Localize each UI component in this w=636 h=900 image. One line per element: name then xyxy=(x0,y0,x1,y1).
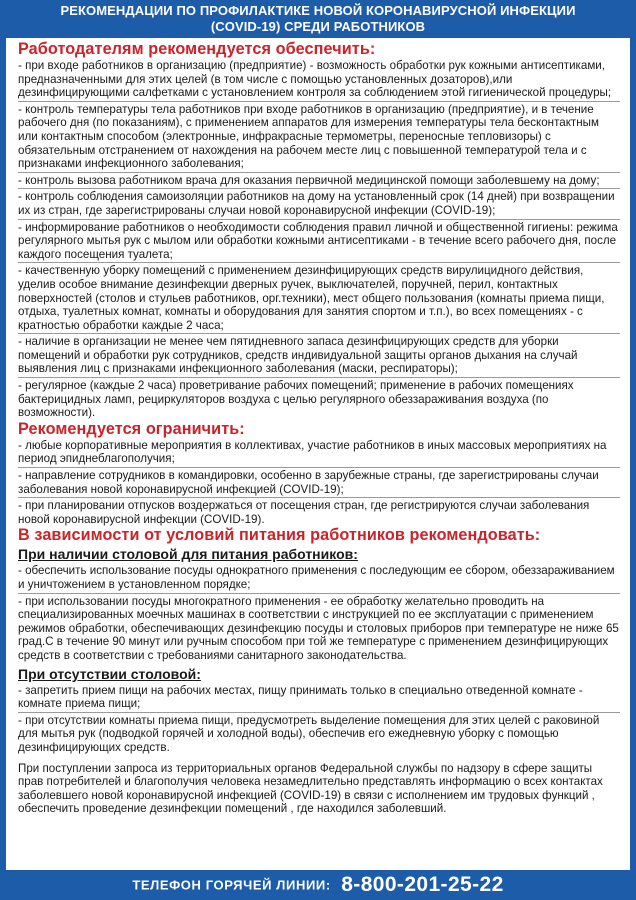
list-item: - контроль соблюдения самоизоляции работников на дому на установленный срок (14 дней) при возвращении их из стран, где зарегистрированы случаи новой коронавирусной инфекции (COVID-19); xyxy=(18,189,620,219)
list-item: - контроль вызова работником врача для оказания первичной медицинской помощи заболевшему на дому; xyxy=(18,173,620,190)
list-item: - контроль температуры тела работников при входе работников в организацию (предприятие), и в течение рабочего дня (по показаниям), с применением аппаратов для измерения температуры тела бесконтактным или контактным способом (электронные, инфракрасные термометры, переносные тепловизоры) с обязательным отстранением от нахождения на рабочем месте лиц с повышенной температурой тела и с признаками инфекционного заболевания; xyxy=(18,102,620,173)
subsection-no-canteen-list xyxy=(18,683,620,756)
list-item: - любые корпоративные мероприятия в коллективах, участие работников в иных массовых мероприятиях на период эпиднеблагополучия; xyxy=(18,438,620,468)
subsection-canteen-list xyxy=(18,563,620,663)
list-item: - при отсутствии комнаты приема пищи, предусмотреть выделение помещения для этих целей с раковиной для мытья рук (подводкой горячей и холодной воды), обеспечив его ежедневную уборку с помощью дезинфицирующих средств. xyxy=(18,713,600,754)
section-employers-heading: Работодателям рекомендуется обеспечить: xyxy=(18,40,376,58)
list-item: - при планировании отпусков воздержаться от посещения стран, где регистрируются случаи заболевания новой коронавирусной инфекции (COVID-19). xyxy=(18,499,590,526)
list-item: - при использовании посуды многократного применения - ее обработку желательно проводить на специализированных моечных машинах в соответствии с инструкцией по ее эксплуатации с применением режимов обработки, обеспечивающих дезинфекцию посуды и столовых приборов при температуре не ниже 65 град.С в течение 90 минут или ручным способом при той же температуре с применением дезинфицирующих средств в соответствии с требованиями санитарного законодательства. xyxy=(18,594,619,662)
section-restrict-list xyxy=(18,438,620,528)
list-item: - наличие в организации не менее чем пятидневного запаса дезинфицирующих средств для уборки помещений и обработки рук сотрудников, средств индивидуальной защиты органов дыхания на случай выявления лиц с признаками инфекционного заболевания (маски, респираторы); xyxy=(18,334,620,378)
subsection-canteen-heading: При наличии столовой для питания работников: xyxy=(18,546,358,563)
list-item: - регулярное (каждые 2 часа) проветривание рабочих помещений; применение в рабочих помещениях бактерицидных ламп, рециркуляторов воздуха с целью регулярного обеззараживания воздуха (по возможности). xyxy=(18,379,574,420)
list-item: - обеспечить использование посуды однократного применения с последующим ее сбором, обеззараживанием и уничтожением в установленном порядке; xyxy=(18,563,620,593)
subsection-no-canteen-heading: При отсутствии столовой: xyxy=(18,665,201,682)
list-item: - при входе работников в организацию (предприятие) - возможность обработки рук кожными антисептиками, предназначенными для этих целей (в том числе с помощью установленных дозаторов),или дезинфицирующими салфетками с установлением контроля за соблюдением этой гигиенической процедуры; xyxy=(18,58,620,102)
poster-title xyxy=(0,0,636,36)
list-item: - направление сотрудников в командировки, особенно в зарубежные страны, где зарегистрированы случаи заболевания новой коронавирусной инфекцией (COVID-19); xyxy=(18,468,620,498)
section-restrict-heading: Рекомендуется ограничить: xyxy=(18,419,245,438)
poster-title-line1: РЕКОМЕНДАЦИИ ПО ПРОФИЛАКТИКЕ НОВОЙ КОРОНАВИРУСНОЙ ИНФЕКЦИИ xyxy=(60,3,576,18)
list-item: - запретить прием пищи на рабочих местах, пищу принимать только в специально отведенной комнате - комнате приема пищи; xyxy=(18,683,620,713)
content-panel xyxy=(6,38,630,870)
hotline-bar xyxy=(0,870,636,900)
section-employers-list xyxy=(18,58,620,421)
section-catering-heading: В зависимости от условий питания работников рекомендовать: xyxy=(18,526,541,545)
poster-title-line2: (COVID-19) СРЕДИ РАБОТНИКОВ xyxy=(210,19,426,34)
hotline-phone: 8-800-201-25-22 xyxy=(341,873,504,896)
closing-paragraph: При поступлении запроса из территориальных органов Федеральной службы по надзору в сфере защиты прав потребителей и благополучия человека незамедлительно представлять информацию о всех контактах заболевшего новой коронавирусной инфекцией (COVID-19) в связи с исполнением им трудовых функций , обеспечить проведение дезинфекции помещений , где находился заболевший. xyxy=(18,761,603,816)
list-item: - качественную уборку помещений с применением дезинфицирующих средств вирулицидного действия, уделив особое внимание дезинфекции дверных ручек, выключателей, поручней, перил, контактных поверхностей (столов и стульев работников, орг.техники), мест общего пользования (комнаты приема пищи, отдыха, туалетных комнат, комнаты и оборудования для занятия спортом и т.п.), во всех помещениях - с кратностью обработки каждые 2 часа; xyxy=(18,263,620,334)
hotline-label: ТЕЛЕФОН ГОРЯЧЕЙ ЛИНИИ: xyxy=(132,877,331,893)
list-item: - информирование работников о необходимости соблюдения правил личной и общественной гигиены: режима регулярного мытья рук с мылом или обработки кожными антисептиками - в течение всего рабочего дня, после каждого посещения туалета; xyxy=(18,220,620,264)
